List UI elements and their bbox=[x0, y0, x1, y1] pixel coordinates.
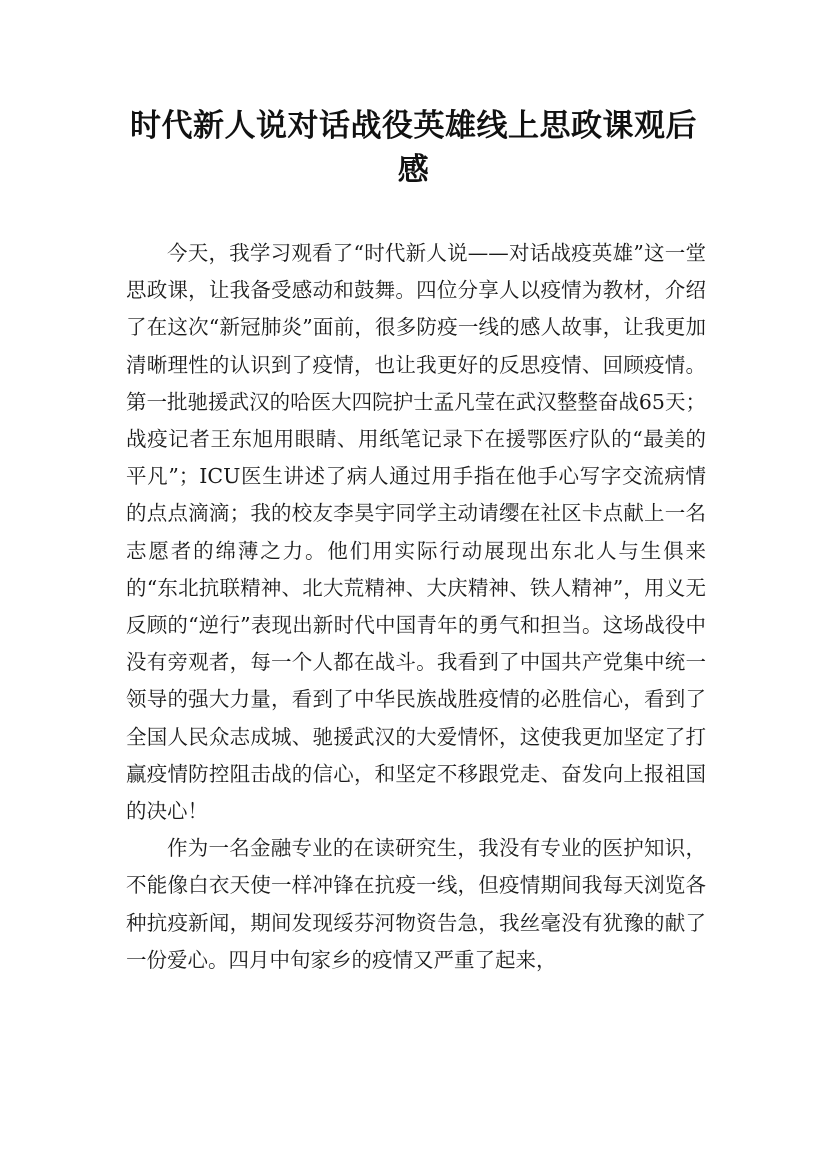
paragraph: 今天，我学习观看了“时代新人说——对话战疫英雄”这一堂思政课，让我备受感动和鼓舞。四位分享人以疫情为教材，介绍了在这次“新冠肺炎”面前，很多防疫一线的感人故事，让我更加清晰理性的认识到了疫情，也让我更好的反思疫情、回顾疫情。第一批驰援武汉的哈医大四院护士孟凡莹在武汉整整奋战65天；战疫记者王东旭用眼睛、用纸笔记录下在援鄂医疗队的“最美的平凡”；ICU医生讲述了病人通过用手指在他手心写字交流病情的点点滴滴；我的校友李昊宇同学主动请缨在社区卡点献上一名志愿者的绵薄之力。他们用实际行动展现出东北人与生俱来的“东北抗联精神、北大荒精神、大庆精神、铁人精神”，用义无反顾的“逆行”表现出新时代中国青年的勇气和担当。这场战役中没有旁观者，每一个人都在战斗。我看到了中国共产党集中统一领导的强大力量，看到了中华民族战胜疫情的必胜信心，看到了全国人民众志成城、驰援武汉的大爱情怀，这使我更加坚定了打赢疫情防控阻击战的信心，和坚定不移跟党走、奋发向上报祖国的决心！ bbox=[126, 241, 706, 824]
document-title: 时代新人说对话战役英雄线上思政课观后感 bbox=[130, 108, 697, 188]
document-body bbox=[126, 235, 706, 979]
paragraph: 作为一名金融专业的在读研究生，我没有专业的医护知识，不能像白衣天使一样冲锋在抗疫一线，但疫情期间我每天浏览各种抗疫新闻，期间发现绥芬河物资告急，我丝毫没有犹豫的献了一份爱心。四月中旬家乡的疫情又严重了起来， bbox=[126, 836, 706, 972]
